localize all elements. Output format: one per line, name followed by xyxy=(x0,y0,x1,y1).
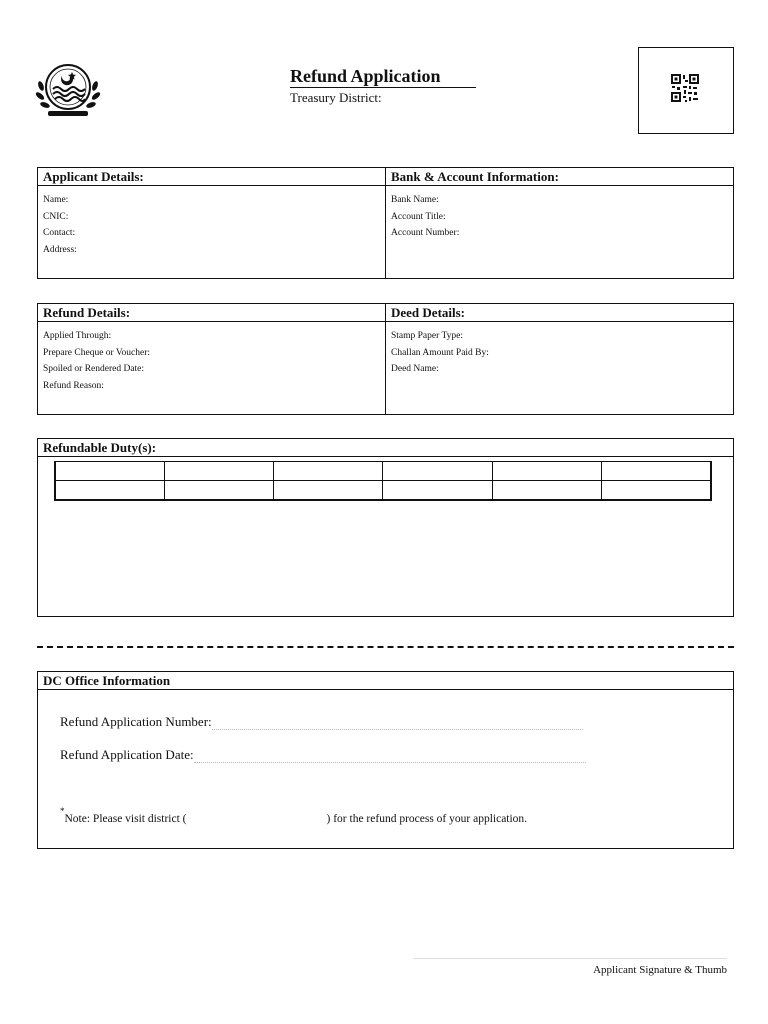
account-title-field: Account Title: xyxy=(391,211,446,222)
applicant-contact-field: Contact: xyxy=(43,228,76,238)
stamp-paper-type-field: Stamp Paper Type: xyxy=(391,331,463,341)
qr-box xyxy=(638,47,734,134)
application-number-line xyxy=(60,714,583,730)
spoiled-date-field: Spoiled or Rendered Date: xyxy=(43,364,145,374)
table-cell xyxy=(55,481,164,500)
table-cell xyxy=(383,481,492,500)
applicant-name-field: Name: xyxy=(43,195,69,205)
table-cell xyxy=(602,481,711,500)
account-number-field: Account Number: xyxy=(391,228,460,238)
deed-details-heading: Deed Details: xyxy=(386,304,733,322)
table-cell xyxy=(492,462,601,481)
table-cell xyxy=(602,462,711,481)
applicant-details-heading: Applicant Details: xyxy=(38,168,385,186)
note-text-before: Note: Please visit district ( xyxy=(64,812,187,825)
table-cell xyxy=(383,462,492,481)
applicant-address-field: Address: xyxy=(43,244,77,255)
table-cell xyxy=(164,462,273,481)
bank-account-heading: Bank & Account Information: xyxy=(386,168,733,186)
table-cell xyxy=(274,462,383,481)
refund-details xyxy=(38,304,385,414)
applied-through-field: Applied Through: xyxy=(43,331,112,341)
application-number-label: Refund Application Number: xyxy=(60,714,212,729)
table-cell xyxy=(492,481,601,500)
treasury-district-label: Treasury District: xyxy=(290,90,382,105)
challan-paid-by-field: Challan Amount Paid By: xyxy=(391,347,489,358)
table-cell xyxy=(55,462,164,481)
application-number-blank xyxy=(212,718,583,730)
applicant-bank-section xyxy=(37,167,734,279)
title-block xyxy=(290,66,476,106)
signature-label: Applicant Signature & Thumb xyxy=(593,964,727,976)
page-title: Refund Application xyxy=(290,66,476,88)
refund-reason-field: Refund Reason: xyxy=(43,380,104,391)
deed-name-field: Deed Name: xyxy=(391,364,439,374)
dc-office-section xyxy=(37,671,734,849)
refundable-duty-table xyxy=(54,461,712,501)
deed-details xyxy=(385,304,733,414)
table-row xyxy=(55,462,711,481)
bank-name-field: Bank Name: xyxy=(391,195,439,205)
government-emblem-icon xyxy=(34,62,102,120)
refund-deed-section xyxy=(37,303,734,415)
signature-line xyxy=(413,958,727,959)
refundable-duty-heading: Refundable Duty(s): xyxy=(38,439,733,457)
refundable-duty-section xyxy=(37,438,734,617)
note-text-after: ) for the refund process of your application. xyxy=(326,812,528,825)
application-date-line xyxy=(60,747,586,763)
refund-details-heading: Refund Details: xyxy=(38,304,385,322)
table-cell xyxy=(164,481,273,500)
note-asterisk: * xyxy=(60,806,65,816)
application-date-blank xyxy=(194,751,586,763)
cut-line-divider xyxy=(37,646,734,648)
application-date-label: Refund Application Date: xyxy=(60,747,194,762)
district-visit-note xyxy=(60,806,528,825)
applicant-details xyxy=(38,168,385,278)
cheque-voucher-field: Prepare Cheque or Voucher: xyxy=(43,347,151,358)
dc-office-heading: DC Office Information xyxy=(38,672,733,690)
table-cell xyxy=(274,481,383,500)
applicant-cnic-field: CNIC: xyxy=(43,211,69,222)
qr-code-icon xyxy=(671,74,699,102)
bank-account-information xyxy=(385,168,733,278)
table-row xyxy=(55,481,711,500)
